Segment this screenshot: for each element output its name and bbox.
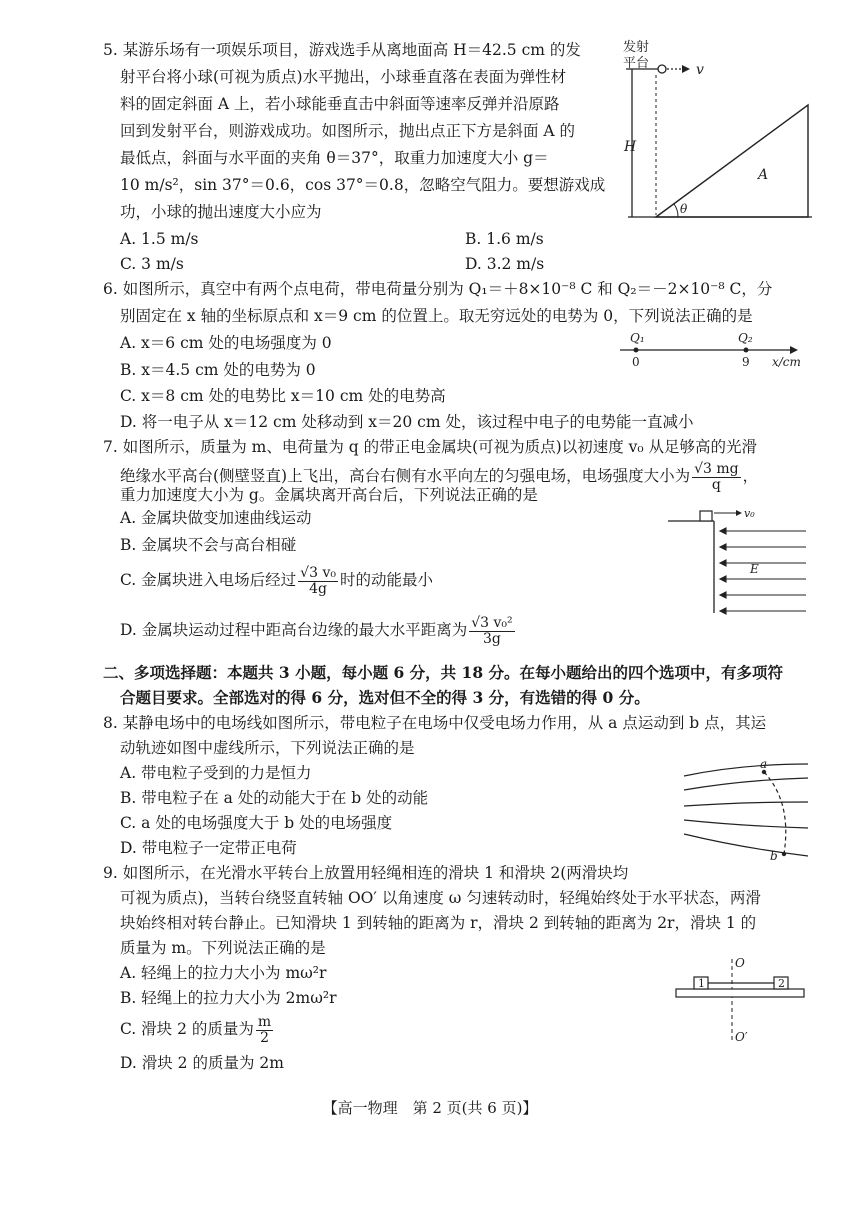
- q9-stem-line-3: 块始终相对转台静止。已知滑块 1 到转轴的距离为 r，滑块 2 到转轴的距离为 2r，滑块 1 的: [120, 914, 757, 932]
- q6-figure-q1: Q₁: [630, 331, 645, 345]
- q7-option-b: B. 金属块不会与高台相碰: [120, 536, 297, 554]
- q6-stem-line-1: 6. 如图所示，真空中有两个点电荷，带电荷量分别为 Q₁＝＋8×10⁻⁸ C 和 Q₂＝－2×10⁻⁸ C，分: [103, 280, 773, 298]
- q7-field-fraction: $\frac{√3 mg}{q}$: [694, 460, 739, 493]
- q9-option-d: D. 滑块 2 的质量为 2m: [120, 1054, 284, 1072]
- q5-figure-theta: θ: [680, 202, 688, 216]
- q9-option-a: A. 轻绳上的拉力大小为 mω²r: [120, 964, 327, 982]
- q7-option-a: A. 金属块做变加速曲线运动: [120, 509, 312, 527]
- q8-figure-a: a: [760, 757, 768, 771]
- q9-option-b: B. 轻绳上的拉力大小为 2mω²r: [120, 989, 337, 1007]
- q6-figure: [616, 330, 816, 370]
- q9-figure-block1: 1: [698, 977, 705, 990]
- q5-ball: [658, 65, 666, 73]
- q5-option-d: D. 3.2 m/s: [465, 255, 545, 273]
- q8-option-d: D. 带电粒子一定带正电荷: [120, 839, 297, 857]
- q6-stem-line-2: 别固定在 x 轴的坐标原点和 x＝9 cm 的位置上。取无穷远处的电势为 0，下列说法正确的是: [120, 307, 753, 325]
- q8-stem-line-2: 动轨迹如图中虚线所示，下列说法正确的是: [120, 739, 415, 757]
- q9-figure-O: O: [735, 956, 745, 970]
- q7-metal-block: [700, 511, 712, 521]
- q7-option-d: D. 金属块运动过程中距高台边缘的最大水平距离为 $\frac{\text{√3 v₀²}}{3g}$: [120, 614, 513, 647]
- section2-header-line-2: 合题目要求。全部选对的得 6 分，选对但不全的得 3 分，有选错的得 0 分。: [120, 688, 650, 707]
- q8-figure-b: b: [770, 849, 778, 863]
- q5-figure-H: H: [624, 139, 637, 155]
- q8-figure: [682, 757, 812, 863]
- q6-charge-q1: [634, 348, 639, 353]
- q5-option-a: A. 1.5 m/s: [120, 230, 199, 248]
- page-footer: 【高一物理 第 2 页(共 6 页)】: [322, 1099, 538, 1117]
- q8-point-b: [782, 852, 786, 856]
- q5-figure-v: v: [696, 62, 704, 78]
- q5-stem-line-2: 射平台将小球(可视为质点)水平抛出，小球垂直落在表面为弹性材: [120, 68, 567, 86]
- q9-option-c-fraction: $\frac{m}{2}$: [257, 1013, 272, 1046]
- q8-trajectory: [764, 772, 786, 854]
- q5-velocity-arrowhead: [682, 65, 690, 73]
- q7-figure: [666, 505, 816, 615]
- q6-option-b: B. x＝4.5 cm 处的电势为 0: [120, 361, 316, 379]
- q8-option-c: C. a 处的电场强度大于 b 处的电场强度: [120, 814, 393, 832]
- q6-figure-q2: Q₂: [738, 331, 753, 345]
- q5-option-c: C. 3 m/s: [120, 255, 184, 273]
- q7-stem-line-3: 重力加速度大小为 g。金属块离开高台后，下列说法正确的是: [120, 486, 538, 504]
- q8-stem-line-1: 8. 某静电场中的电场线如图所示，带电粒子在电场中仅受电场力作用，从 a 点运动到 b 点，其运: [103, 714, 767, 732]
- q7-stem-line-1: 7. 如图所示，质量为 m、电荷量为 q 的带正电金属块(可视为质点)以初速度 v₀ 从足够高的光滑: [103, 438, 758, 456]
- q5-stem-line-4: 回到发射平台，则游戏成功。如图所示，抛出点正下方是斜面 A 的: [120, 122, 576, 140]
- q9-figure-Oprime: O′: [735, 1030, 748, 1044]
- q5-stem-line-6: 10 m/s²，sin 37°＝0.6，cos 37°＝0.8，忽略空气阻力。要想游戏成: [120, 176, 606, 194]
- q7-option-c-fraction: $\frac{\text{√3 v₀}}{4g}$: [300, 564, 336, 597]
- q5-figure-label-launch: 发射: [623, 40, 650, 55]
- q7-option-d-fraction: $\frac{\text{√3 v₀²}}{3g}$: [471, 614, 513, 647]
- q5-stem-line-3: 料的固定斜面 A 上，若小球能垂直击中斜面等速率反弹并沿原路: [120, 95, 560, 113]
- q5-stem-line-7: 功，小球的抛出速度大小应为: [120, 203, 322, 221]
- q8-option-a: A. 带电粒子受到的力是恒力: [120, 764, 312, 782]
- section2-header-line-1: 二、多项选择题：本题共 3 小题，每小题 6 分，共 18 分。在每小题给出的四个选项中，有多项符: [103, 663, 784, 682]
- q5-figure-A: A: [758, 167, 769, 183]
- q9-stem-line-2: 可视为质点)，当转台绕竖直转轴 OO′ 以角速度 ω 匀速转动时，轻绳始终处于水平状态，两滑: [120, 889, 761, 907]
- q9-stem-line-4: 质量为 m。下列说法正确的是: [120, 939, 326, 957]
- q5-figure: [618, 35, 818, 225]
- q5-option-b: B. 1.6 m/s: [465, 230, 544, 248]
- q9-stem-line-1: 9. 如图所示，在光滑水平转台上放置用轻绳相连的滑块 1 和滑块 2(两滑块均: [103, 864, 629, 882]
- q8-option-b: B. 带电粒子在 a 处的动能大于在 b 处的动能: [120, 789, 429, 807]
- q6-option-d: D. 将一电子从 x＝12 cm 处移动到 x＝20 cm 处，该过程中电子的电势能一直减小: [120, 413, 694, 431]
- q7-v0-arrowhead: [736, 510, 742, 516]
- q5-stem-line-5: 最低点，斜面与水平面的夹角 θ＝37°，取重力加速度大小 g＝: [120, 149, 549, 167]
- q6-option-c: C. x＝8 cm 处的电势比 x＝10 cm 处的电势高: [120, 387, 446, 405]
- q9-figure-block2: 2: [778, 977, 785, 990]
- q7-figure-v0: v₀: [744, 507, 755, 520]
- q7-stem-line-2-text: 绝缘水平高台(侧壁竖直)上飞出，高台右侧有水平向左的匀强电场，电场强度大小为: [120, 467, 691, 485]
- q5-incline-A: [656, 105, 808, 217]
- q5-stem-line-1: 5. 某游乐场有一项娱乐项目，游戏选手从离地面高 H＝42.5 cm 的发: [103, 41, 581, 59]
- q9-turntable: [676, 989, 804, 997]
- q6-charge-q2: [744, 348, 749, 353]
- q6-figure-tick-9: 9: [742, 355, 750, 369]
- q7-figure-E: E: [750, 562, 759, 576]
- q6-figure-axis-label: x/cm: [772, 355, 801, 369]
- q7-field-lines: [720, 528, 806, 614]
- q6-option-a: A. x＝6 cm 处的电场强度为 0: [120, 334, 332, 352]
- q9-option-c: C. 滑块 2 的质量为 $\frac{m}{2}$: [120, 1013, 272, 1046]
- q6-figure-tick-0: 0: [632, 355, 640, 369]
- q6-x-axis-arrowhead: [790, 346, 798, 354]
- q5-figure-label-platform: 平台: [623, 56, 650, 71]
- q7-stem-line-2: 绝缘水平高台(侧壁竖直)上飞出，高台右侧有水平向左的匀强电场，电场强度大小为 $\frac{√3 mg}{q}$ ，: [120, 460, 759, 493]
- q9-figure: [672, 955, 812, 1045]
- q5-angle-arc: [674, 204, 678, 217]
- q7-option-c: C. 金属块进入电场后经过 $\frac{\text{√3 v₀}}{4g}$ 时的动能最小: [120, 564, 433, 597]
- q8-field-lines: [684, 764, 808, 856]
